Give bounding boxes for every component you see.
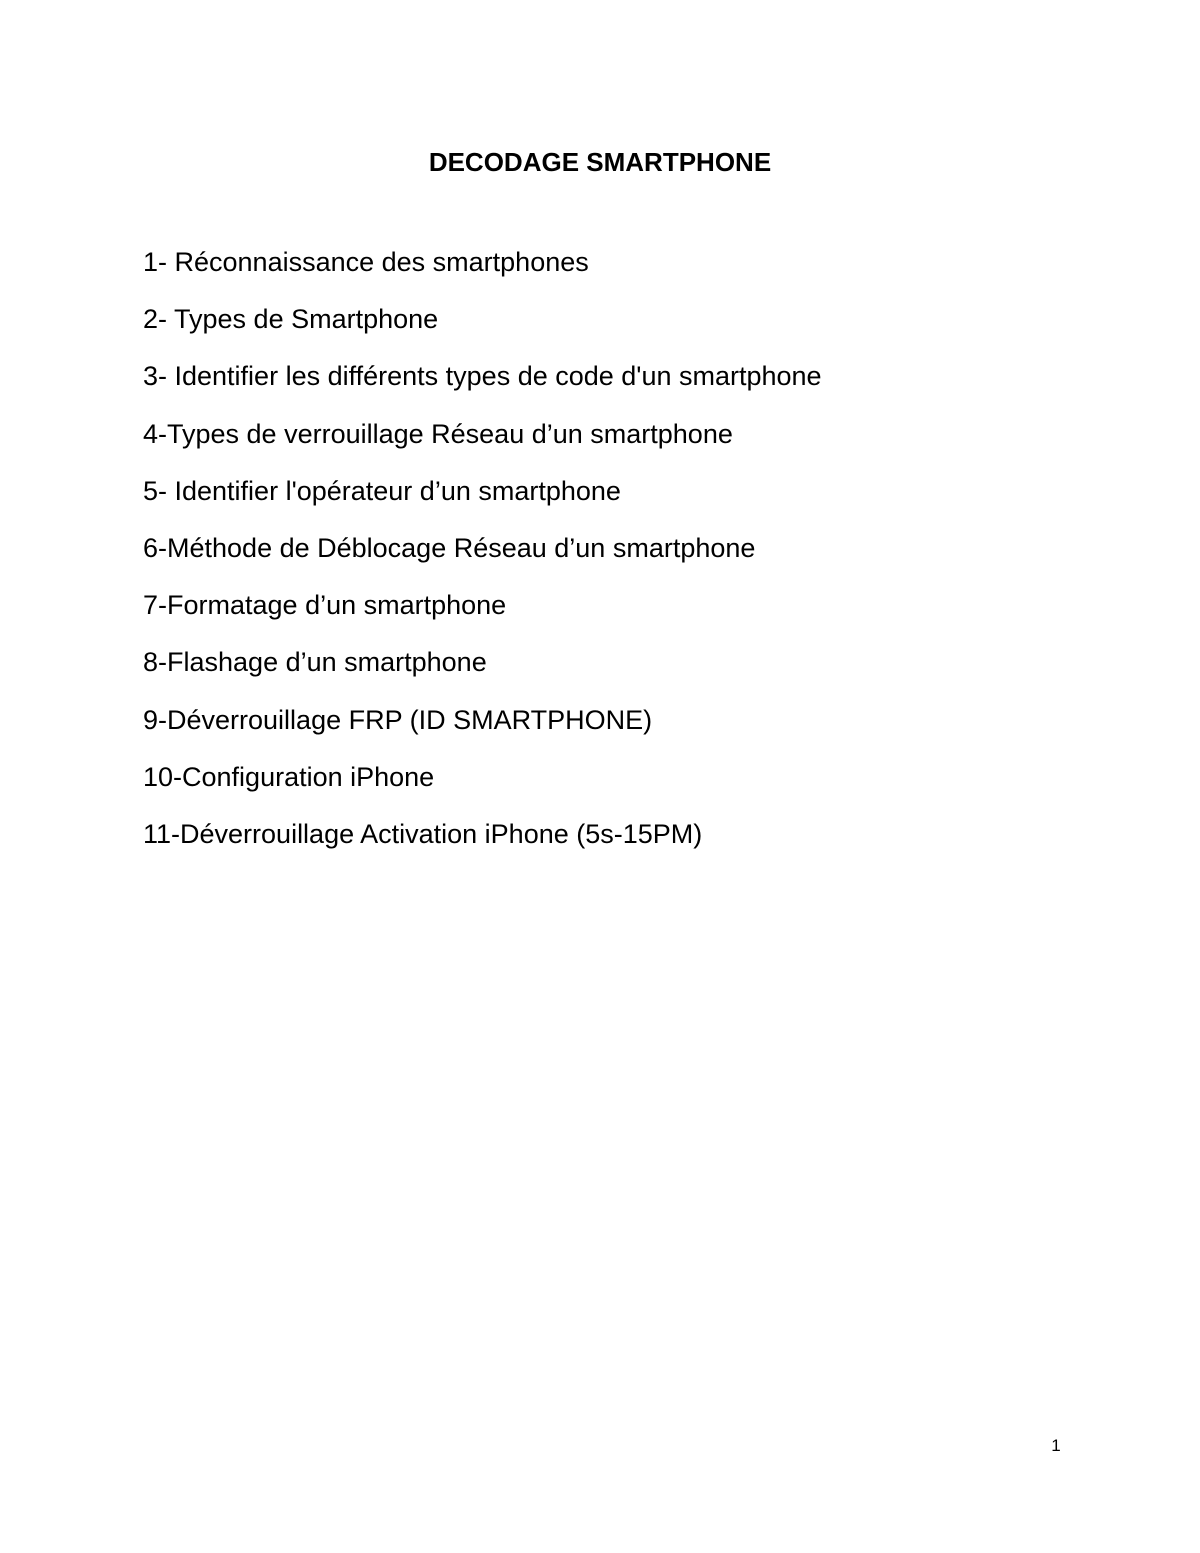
- toc-item-10: 10-Configuration iPhone: [143, 761, 435, 792]
- toc-item-5: 5- Identifier l'opérateur d’un smartphone: [143, 475, 621, 506]
- toc-item-7: 7-Formatage d’un smartphone: [143, 590, 507, 621]
- toc-item-6: 6-Méthode de Déblocage Réseau d’un smartphone: [143, 532, 756, 563]
- page-number: 1: [1051, 1436, 1061, 1455]
- toc-item-11: 11-Déverrouillage Activation iPhone (5s-15PM): [143, 818, 703, 849]
- toc-item-4: 4-Types de verrouillage Réseau d’un smartphone: [143, 418, 733, 449]
- toc-item-9: 9-Déverrouillage FRP (ID SMARTPHONE): [143, 704, 653, 735]
- table-of-contents: [143, 244, 1143, 873]
- toc-item-2: 2- Types de Smartphone: [143, 304, 439, 335]
- toc-item-8: 8-Flashage d’un smartphone: [143, 647, 487, 678]
- toc-item-1: 1- Réconnaissance des smartphones: [143, 247, 589, 277]
- document-title: DECODAGE SMARTPHONE: [428, 147, 772, 177]
- toc-item-3: 3- Identifier les différents types de code d'un smartphone: [143, 361, 822, 392]
